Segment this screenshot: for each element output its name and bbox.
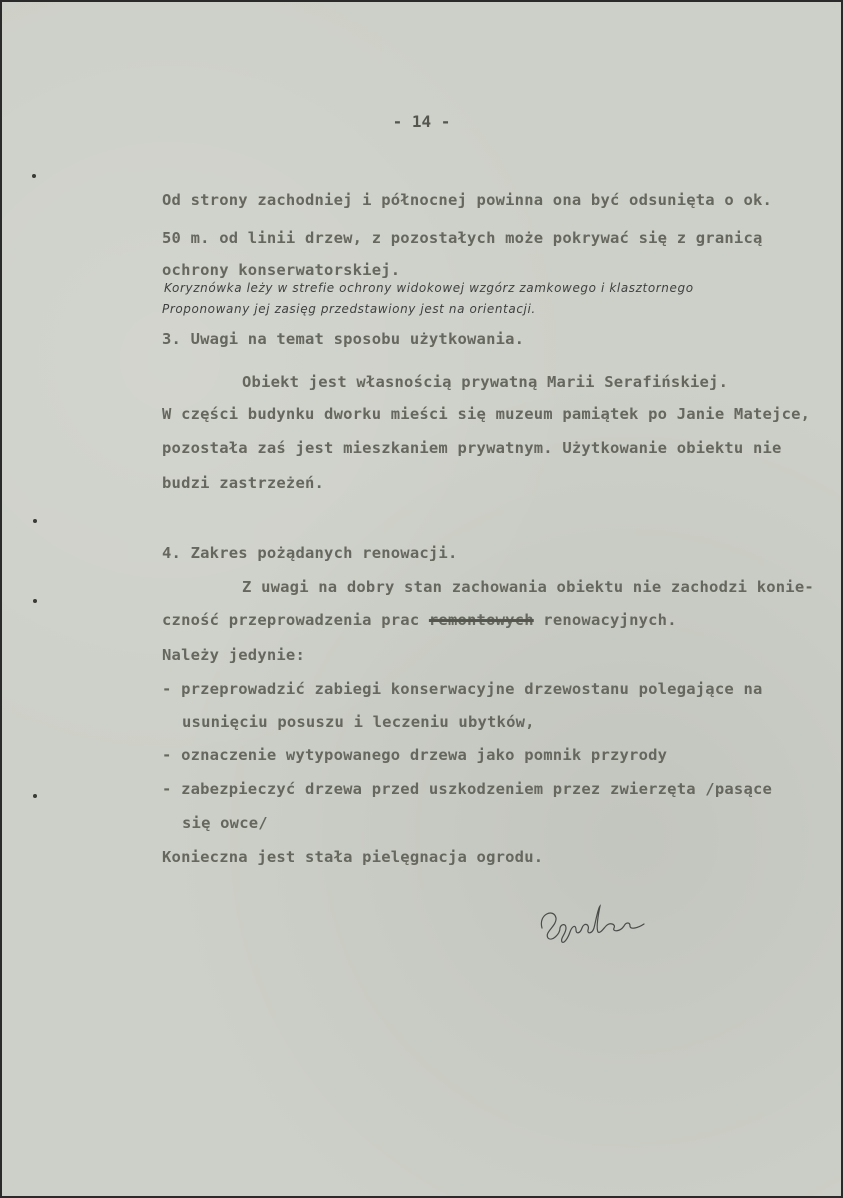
section-heading: 4. Zakres pożądanych renowacji. [162, 544, 458, 562]
paragraph-line: ochrony konserwatorskiej. [162, 261, 401, 279]
paragraph-line: W części budynku dworku mieści się muzeum pamiątek po Janie Matejce, [162, 405, 811, 423]
paragraph-line: Konieczna jest stała pielęgnacja ogrodu. [162, 848, 544, 866]
margin-mark [33, 794, 37, 798]
list-item-continuation: usunięciu posuszu i leczeniu ubytków, [182, 713, 535, 731]
margin-mark [32, 174, 36, 178]
line-text: renowacyjnych. [533, 611, 677, 629]
paragraph-line [162, 611, 677, 629]
list-item: - zabezpieczyć drzewa przed uszkodzeniem przez zwierzęta /pasące [162, 780, 773, 798]
margin-mark [33, 519, 37, 523]
paragraph-line: Obiekt jest własnością prywatną Marii Serafińskiej. [242, 373, 729, 391]
signature [534, 898, 654, 948]
paragraph-line: Od strony zachodniej i północnej powinna ona być odsunięta o ok. [162, 191, 773, 209]
handwritten-note: Koryznówka leży w strefie ochrony widokowej wzgórz zamkowego i klasztornego [164, 281, 694, 295]
list-item: - przeprowadzić zabiegi konserwacyjne drzewostanu polegające na [162, 680, 763, 698]
struck-word: remontowych [428, 611, 534, 629]
line-text: czność przeprowadzenia prac [162, 611, 429, 629]
margin-mark [33, 599, 37, 603]
page-number: - 14 - [392, 112, 451, 131]
paragraph-line: Należy jedynie: [162, 646, 305, 664]
paragraph-line: 50 m. od linii drzew, z pozostałych może pokrywać się z granicą [162, 229, 763, 247]
handwritten-note: Proponowany jej zasięg przedstawiony jest na orientacji. [162, 302, 536, 316]
list-item: - oznaczenie wytypowanego drzewa jako pomnik przyrody [162, 746, 668, 764]
section-heading: 3. Uwagi na temat sposobu użytkowania. [162, 330, 525, 348]
list-item-continuation: się owce/ [182, 814, 268, 832]
paragraph-line: Z uwagi na dobry stan zachowania obiektu nie zachodzi konie- [242, 578, 814, 596]
paragraph-line: budzi zastrzeżeń. [162, 474, 325, 492]
paragraph-line: pozostała zaś jest mieszkaniem prywatnym. Użytkowanie obiektu nie [162, 439, 782, 457]
